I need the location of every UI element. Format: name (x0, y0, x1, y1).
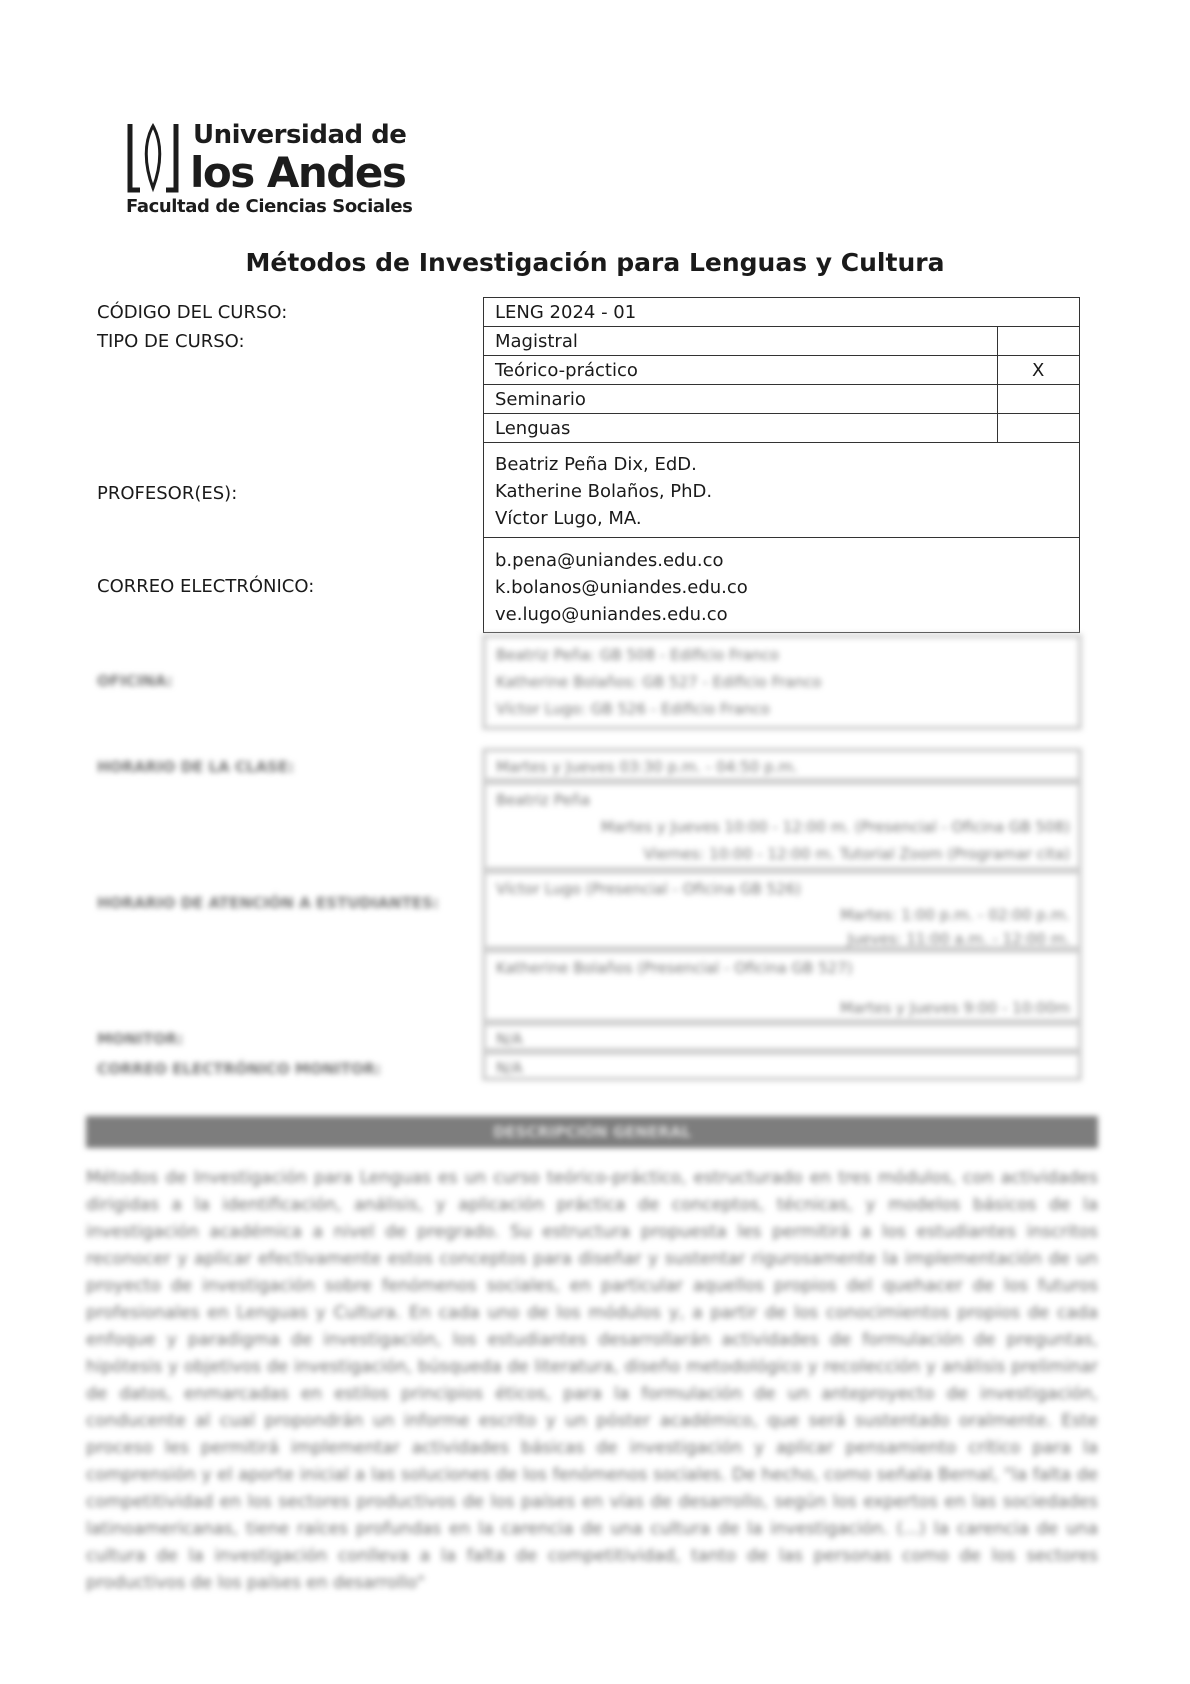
email-address[interactable]: k.bolanos@uniandes.edu.co (495, 577, 748, 598)
course-type-label: TIPO DE CURSO: (97, 331, 245, 352)
monitor-value: N/A (496, 1030, 523, 1048)
course-type-row (483, 413, 998, 443)
email-address[interactable]: ve.lugo@uniandes.edu.co (495, 604, 728, 625)
andes-emblem-icon (126, 120, 180, 194)
professors-list (495, 451, 712, 532)
logo-text-line1: Universidad de (193, 120, 407, 150)
office-hours-line: Jueves: 11:00 a.m. - 12:00 m. (847, 930, 1070, 948)
course-type-mark-cell (997, 384, 1080, 414)
office-line: Beatriz Peña: GB 508 - Edificio Franco (496, 646, 779, 664)
university-logo (126, 120, 413, 220)
office-line: Katherine Bolaños: GB 527 - Edificio Franco (496, 673, 822, 691)
course-type-mark-cell (997, 413, 1080, 443)
office-hours-cell (482, 870, 1082, 950)
professor-name: Víctor Lugo, MA. (495, 508, 642, 529)
office-hours-line: Martes y Jueves 9:00 - 10:00m (840, 999, 1070, 1017)
schedule-label: HORARIO DE LA CLASE: (97, 758, 295, 776)
office-label: OFICINA: (97, 672, 173, 690)
course-type-row (483, 326, 998, 356)
office-cell (482, 634, 1082, 730)
course-type-mark-cell (997, 326, 1080, 356)
logo-text-faculty: Facultad de Ciencias Sociales (126, 196, 413, 217)
email-label: CORREO ELECTRÓNICO: (97, 576, 315, 597)
course-type-name: Teórico-práctico (495, 360, 638, 381)
monitor-email-value: N/A (496, 1059, 523, 1077)
course-code-cell (483, 297, 1080, 327)
course-type-name: Lenguas (495, 418, 571, 439)
monitor-label: MONITOR: (97, 1030, 184, 1048)
course-code-label: CÓDIGO DEL CURSO: (97, 302, 288, 323)
office-hours-cell (482, 949, 1082, 1023)
office-line: Víctor Lugo: GB 526 - Edificio Franco (496, 700, 770, 718)
course-type-name: Seminario (495, 389, 586, 410)
office-hours-line: Beatriz Peña (496, 791, 591, 809)
office-hours-line: Viernes: 10:00 - 12:00 m. Tutorial Zoom (Programar cita) (643, 845, 1070, 863)
email-address[interactable]: b.pena@uniandes.edu.co (495, 550, 724, 571)
office-hours-label: HORARIO DE ATENCIÓN A ESTUDIANTES: (97, 894, 439, 912)
course-type-row (483, 384, 998, 414)
professor-name: Katherine Bolaños, PhD. (495, 481, 713, 502)
office-hours-line: Víctor Lugo (Presencial - Oficina GB 526) (496, 880, 802, 898)
monitor-cell (482, 1022, 1082, 1052)
monitor-email-label: CORREO ELECTRÓNICO MONITOR: (97, 1060, 382, 1078)
professors-label: PROFESOR(ES): (97, 483, 238, 504)
emails-cell (483, 537, 1080, 633)
professors-cell (483, 442, 1080, 538)
section-header-general-description: DESCRIPCIÓN GENERAL (86, 1116, 1098, 1148)
schedule-value: Martes y Jueves 03:30 p.m. - 04:50 p.m. (496, 758, 798, 776)
office-hours-line: Katherine Bolaños (Presencial - Oficina GB 527) (496, 959, 853, 977)
course-type-row (483, 355, 998, 385)
schedule-cell (482, 748, 1082, 782)
logo-text-line2: los Andes (190, 148, 406, 197)
course-type-mark: X (1032, 360, 1045, 381)
course-type-mark-cell (997, 355, 1080, 385)
course-code-value: LENG 2024 - 01 (495, 302, 637, 323)
general-description-paragraph: Métodos de Investigación para Lenguas es un curso teórico-práctico, estructurado en tres módulos, con actividades dirigidas a la identificación, análisis, y aplicación práctica de conceptos, técnicas, y modelos básicos de la investigación académica a nivel de pregrado. Su estructura propuesta les permitirá a los estudiantes inscritos reconocer y aplicar efectivamente estos conceptos para diseñar y sustentar rigurosamente la implementación de un proyecto de investigación sobre fenómenos sociales, en particular aquellos propios del quehacer de los futuros profesionales en Lenguas y Cultura. En cada uno de los módulos y, a partir de los conocimientos propios de cada enfoque y paradigma de investigación, los estudiantes desarrollarán actividades de formulación de preguntas, hipótesis y objetivos de investigación, búsqueda de literatura, diseño metodológico y recolección y análisis preliminar de datos, enmarcadas en estilos principios éticos, para la formulación de un anteproyecto de investigación, conducente al cual propondrán un informe escrito y un póster académico, que será sustentado oralmente. Este proceso les permitirá implementar actividades básicas de investigación y aplicar pensamiento crítico para la comprensión y el aporte inicial a las soluciones de los fenómenos sociales. De hecho, como señala Bernal, "la falta de competitividad en los sectores productivos de los países en vías de desarrollo, según los expertos en las sociedades latinoamericanas, tiene raíces profundas en la carencia de una cultura de la investigación. (...) la carencia de una cultura de la investigación conlleva a la falta de competitividad, tanto de las personas como de los sectores productivos de los países en desarrollo" (86, 1168, 1098, 1593)
professor-name: Beatriz Peña Dix, EdD. (495, 454, 697, 475)
emails-list (495, 547, 748, 628)
office-hours-line: Martes: 1:00 p.m. - 02:00 p.m. (840, 906, 1070, 924)
monitor-email-cell (482, 1051, 1082, 1081)
office-hours-line: Martes y Jueves 10:00 - 12:00 m. (Presencial - Oficina GB 508) (600, 818, 1070, 836)
course-type-name: Magistral (495, 331, 578, 352)
course-title: Métodos de Investigación para Lenguas y Cultura (245, 248, 945, 277)
office-hours-cell (482, 781, 1082, 871)
